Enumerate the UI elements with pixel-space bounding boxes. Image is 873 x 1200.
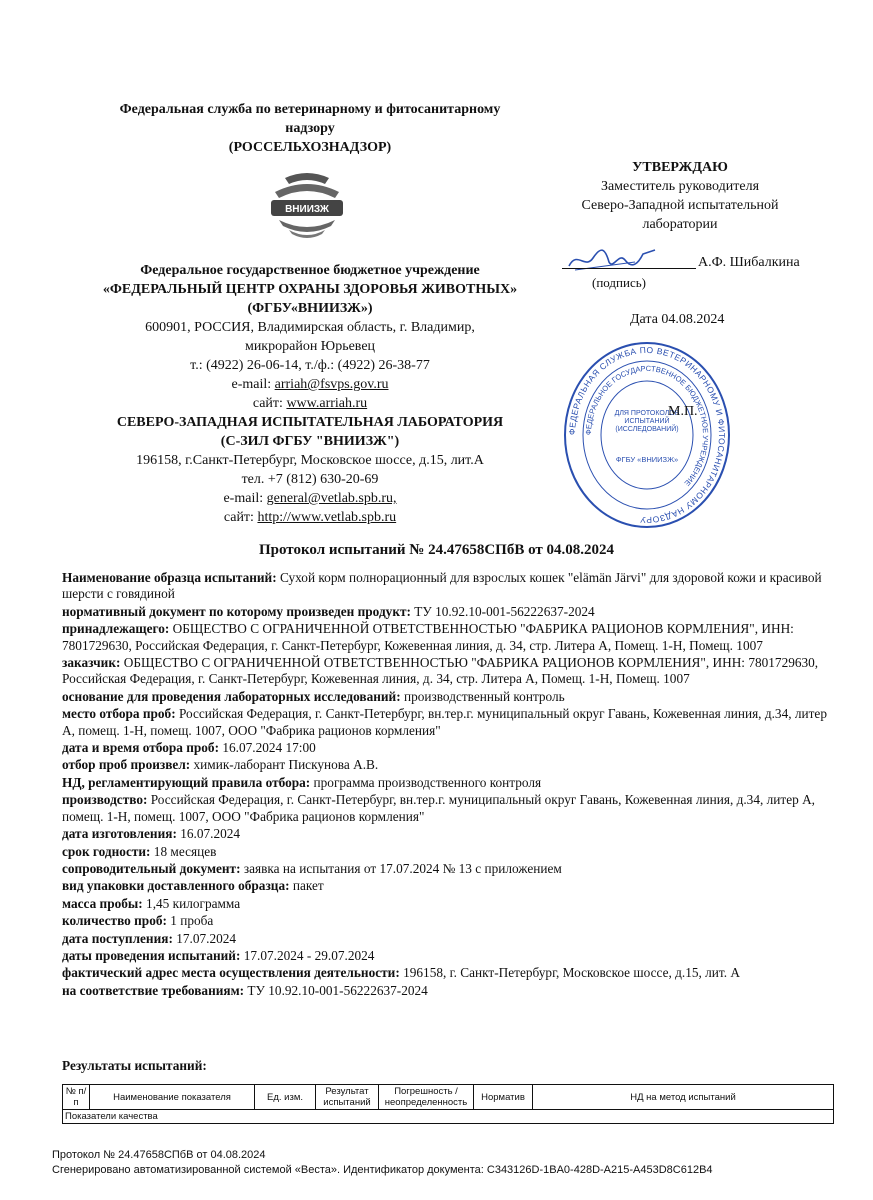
field-accompanying-document: сопроводительный документ: заявка на испытания от 17.07.2024 № 13 с приложением (62, 860, 562, 876)
institution-name: «ФЕДЕРАЛЬНЫЙ ЦЕНТР ОХРАНЫ ЗДОРОВЬЯ ЖИВОТНЫХ» (102, 282, 518, 297)
field-sample-count: количество проб: 1 проба (62, 913, 214, 929)
institution-short-name: (ФГБУ«ВНИИЗЖ») (247, 301, 373, 316)
results-table (62, 1084, 834, 1124)
field-sampling-datetime: дата и время отбора проб: 16.07.2024 17:00 (62, 740, 316, 756)
approver-position-line2: Северо-Западной испытательной (581, 198, 779, 213)
stamp-center-text: ДЛЯ ПРОТОКОЛОВ ИСПЫТАНИЙ (ИССЛЕДОВАНИЙ) (614, 410, 680, 433)
protocol-title: Протокол испытаний № 24.47658СПбВ от 04.08.2024 (258, 542, 615, 558)
agency-short-name: (РОССЕЛЬХОЗНАДЗОР) (228, 140, 392, 155)
column-header-unit: Ед. изм. (255, 1085, 316, 1110)
seal-label: М.П. (668, 404, 698, 419)
lab-short-name: (С-ЗИЛ ФГБУ "ВНИИЗЖ") (220, 434, 400, 449)
field-testing-dates: даты проведения испытаний: 17.07.2024 - 29.07.2024 (62, 947, 375, 963)
approver-position-line3: лаборатории (642, 217, 718, 232)
organization-header (60, 100, 560, 527)
field-basis: основание для проведения лабораторных исследований: производственный контроль (62, 688, 565, 704)
institution-site-row (60, 394, 560, 413)
lab-email-label: e-mail: (223, 491, 267, 506)
lab-site-label: сайт: (223, 510, 258, 525)
column-header-number: № п/п (63, 1085, 90, 1110)
field-sample-mass: масса пробы: 1,45 килограмма (62, 895, 241, 911)
approval-title: УТВЕРЖДАЮ (632, 160, 728, 175)
footer-generated-note: Сгенерировано автоматизированной системой «Веста». Идентификатор документа: C343126D-1BA0-428D-A215-A453D8C612B4 (52, 1164, 713, 1176)
signature-caption: (подпись) (592, 275, 646, 290)
lab-name: СЕВЕРО-ЗАПАДНАЯ ИСПЫТАТЕЛЬНАЯ ЛАБОРАТОРИЯ (116, 415, 504, 430)
institution-type: Федеральное государственное бюджетное учреждение (140, 263, 480, 278)
field-sample-name: Наименование образца испытаний: Сухой корм полнорационный для взрослых кошек "elämän Järvi" для здоровой кожи и красивой шерсти с говядиной (62, 570, 822, 602)
field-production: производство: Российская Федерация, г. Санкт-Петербург, вн.тер.г. муниципальный округ Гавань, Кожевенная линия, д.34, литер А, помещ. 1-Н, помещ. 1007, ООО "Фабрика рационов кормления" (62, 792, 815, 824)
field-normative-document: нормативный документ по которому произведен продукт: ТУ 10.92.10-001-56222637-2024 (62, 603, 595, 619)
institution-site-link[interactable]: www.arriah.ru (286, 396, 368, 411)
lab-site-row (60, 508, 560, 527)
field-receipt-date: дата поступления: 17.07.2024 (62, 930, 237, 946)
results-label: Результаты испытаний: (62, 1058, 207, 1073)
agency-name-line1: Федеральная служба по ветеринарному и фитосанитарному (119, 102, 501, 117)
site-label: сайт: (252, 396, 287, 411)
field-manufacture-date: дата изготовления: 16.07.2024 (62, 826, 241, 842)
page-footer (52, 1148, 713, 1178)
field-sampling-rules: НД, регламентирующий правила отбора: программа производственного контроля (62, 774, 542, 790)
stamp-bottom-text: ФГБУ «ВНИИЗЖ» (615, 455, 679, 464)
stamp-icon (562, 340, 732, 530)
approver-position-line1: Заместитель руководителя (600, 179, 760, 194)
field-package-type: вид упаковки доставленного образца: пакет (62, 878, 324, 894)
field-sampled-by: отбор проб произвел: химик-лаборант Пискунова А.В. (62, 757, 379, 773)
vniizzh-logo-icon (267, 170, 347, 240)
footer-protocol-ref: Протокол № 24.47658СПбВ от 04.08.2024 (52, 1149, 266, 1161)
email-label: e-mail: (231, 377, 275, 392)
section-row-quality: Показатели качества (63, 1110, 834, 1124)
institution-address-line2: микрорайон Юрьевец (244, 339, 376, 354)
results-header-row (63, 1085, 834, 1110)
field-shelf-life: срок годности: 18 месяцев (62, 843, 217, 859)
lab-address: 196158, г.Санкт-Петербург, Московское шоссе, д.15, лит.А (136, 453, 484, 468)
lab-site-link[interactable]: http://www.vetlab.spb.ru (257, 510, 397, 525)
stamp-outer-text: ФЕДЕРАЛЬНАЯ СЛУЖБА ПО ВЕТЕРИНАРНОМУ И ФИТОСАНИТАРНОМУ НАДЗОРУ (566, 344, 728, 526)
lab-phone: тел. +7 (812) 630-20-69 (241, 472, 379, 487)
institution-address-line1: 600901, РОССИЯ, Владимирская область, г. Владимир, (145, 320, 475, 335)
field-owner: принадлежащего: ОБЩЕСТВО С ОГРАНИЧЕННОЙ ОТВЕТСТВЕННОСТЬЮ "ФАБРИКА РАЦИОНОВ КОРМЛЕНИЯ", ИНН: 7801729630, Российская Федерация, г. Санкт-Петербург, Кожевенная линия, д. 34, стр. Литера А, Помещ. 1-Н, Помещ. 1007 (62, 621, 794, 653)
lab-email-row (60, 489, 560, 508)
institution-email-row (60, 375, 560, 394)
column-header-indicator: Наименование показателя (90, 1085, 255, 1110)
field-actual-address: фактический адрес места осуществления деятельности: 196158, г. Санкт-Петербург, Московское шоссе, д.15, лит. А (62, 965, 740, 981)
logo-text: ВНИИЗЖ (285, 204, 329, 215)
signer-name: А.Ф. Шибалкина (698, 255, 800, 270)
approval-block (560, 158, 800, 234)
table-row (63, 1110, 834, 1124)
field-sampling-place: место отбора проб: Российская Федерация, г. Санкт-Петербург, вн.тер.г. муниципальный округ Гавань, Кожевенная линия, д.34, литер А, помещ. 1-Н, помещ. 1007, ООО "Фабрика рационов кормления" (62, 706, 827, 738)
signature-icon (565, 240, 660, 276)
lab-email-link[interactable]: general@vetlab.spb.ru, (266, 491, 397, 506)
signature-line (562, 268, 696, 269)
field-compliance-requirements: на соответствие требованиям: ТУ 10.92.10-001-56222637-2024 (62, 982, 428, 998)
agency-name-line2: надзору (285, 121, 335, 136)
institution-phones: т.: (4922) 26-06-14, т./ф.: (4922) 26-38-77 (190, 358, 430, 373)
protocol-fields (62, 570, 832, 1000)
approval-date: Дата 04.08.2024 (630, 312, 725, 327)
stamp-inner-text: ФЕДЕРАЛЬНОЕ ГОСУДАРСТВЕННОЕ БЮДЖЕТНОЕ УЧРЕЖДЕНИЕ (583, 363, 711, 488)
column-header-norm: Норматив (474, 1085, 533, 1110)
column-header-method: НД на метод испытаний (533, 1085, 834, 1110)
column-header-uncertainty: Погрешность / неопределенность (379, 1085, 474, 1110)
column-header-result: Результат испытаний (316, 1085, 379, 1110)
field-customer: заказчик: ОБЩЕСТВО С ОГРАНИЧЕННОЙ ОТВЕТСТВЕННОСТЬЮ "ФАБРИКА РАЦИОНОВ КОРМЛЕНИЯ", ИНН: 7801729630, Российская Федерация, г. Санкт-Петербург, Кожевенная линия, д. 34, стр. Литера А, Помещ. 1-Н, Помещ. 1007 (62, 655, 819, 687)
institution-email-link[interactable]: arriah@fsvps.gov.ru (274, 377, 389, 392)
